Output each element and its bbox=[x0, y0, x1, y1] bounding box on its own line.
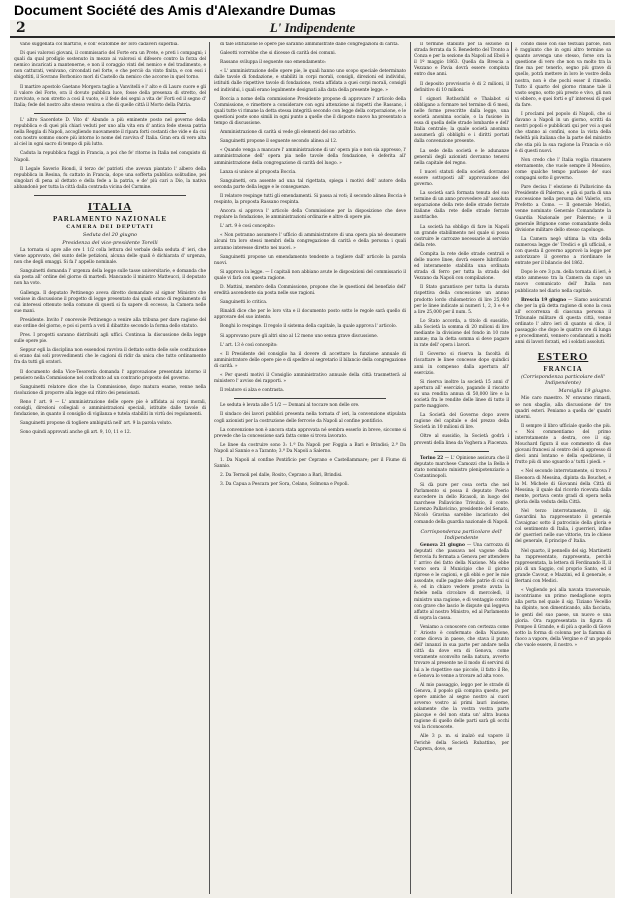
paragraph: Oltre al sussidio, la Società godrà i proventi della linea da Voghera a Piacenza. bbox=[414, 434, 509, 446]
paragraph: D. Mattini, membro della Commissione, propone che le questioni del benefizio dell' eredità ascendente sia posta nelle sue ragioni. bbox=[214, 285, 406, 297]
paragraph: Il Stato garantisce per tutta la durata rispettiva della concessione un annuo prodotto lordo chilometrico di lire 25,000 per le linee indicate ai numeri 1, 2, 3 e 4 e a lire 25,000 per il num. 5. bbox=[414, 285, 509, 315]
section-title-italia: ITALIA bbox=[87, 200, 133, 213]
paragraph: « Nel secondo interrotamente, si trova l' Eleonora di Messina, dipinta da Bouchet, e la M. Michele di Giovanni della Città di Messina; il quale dal ricordo ricevuta dalla mente, portava cento gradi di opera nella gloria della veduta della Città. bbox=[515, 469, 611, 505]
paragraph: Amministrazione di carità si vede gli elementi del suo arbitrio. bbox=[220, 130, 357, 136]
paragraph: Sanguinetti propone il seguente secondo alinea al 12. bbox=[220, 139, 338, 145]
paragraph: Rassano sviluppa il seguente suo emendamento: bbox=[220, 60, 326, 66]
paragraph: vano suggellata col martirio, e coll' ecatombe de' loro cadaveri superbia. bbox=[20, 42, 179, 47]
paragraph: I proclami pel popolo di Napoli, che si davano a Napoli in un giorno, scritti da nostri popoli e pubblicati qui per voi a quel che stanno ai confini, sono la vista della fedeltà più italiana che la parte del ministro che stia più la sua ragione la Francia e ciò è di questi nuovi. bbox=[515, 112, 611, 154]
paragraph: « Vogliendo poi alla navata trasversale, incontriamo un primo medaglione sopra alla porta nel quale il sig. Tiziano Vecellio ha dipinto, non dimenticando, alla facciata, le genti del suo paese, un nuovo e una gloria. Ora rappresentata in figura di Pompeo il Grande, e di più a quello di Giove sotto la forma di colonna per la fiamma di fuoco a vapore, della Vergine e d' un popolo che vuole essere, il nostro. » bbox=[515, 588, 611, 648]
paragraph: Alle 3 p. m. si inalzò sul vapore il Ferichè della Società Rubattino, per Caprera, dove, se bbox=[414, 734, 509, 752]
paragraph: Si approva la legge. — I capitali non abbiano avute le disposizioni del commissario il quale vi farà con questa ragione. bbox=[214, 269, 406, 281]
paragraph: Gallenga. Il deputato Pettinengo aveva diretto domandare al signor Ministro che venisse in discussione il progetto di legge presentato dai quali erano di regolamento di cui interessi ottenuto nella comune di questi si fa sapere di eccesso, la Camera nelle sue mani. bbox=[14, 290, 206, 314]
presidency: Presidenza del vice-presidente Torelli bbox=[62, 239, 158, 246]
column-1 bbox=[14, 42, 206, 892]
paragraph: Compita la rete delle strade centrali e delle nuove linee, dovrà essere lubrificato ed interamente stabilita una ordinata strada di ferro per tutta la strada del Vezzano da Napoli con compilazione. bbox=[414, 251, 509, 282]
paragraph: « Per questi motivi il Consiglio amministrativo annuale della città trasmetterà al ministero l' avviso dei rapporti. » bbox=[214, 373, 406, 385]
paragraph: Il Legale Saverio Biondi, il terzo de' patrioti che avevan piantato l' albero della repubblica in Resina, fu cattato in Francia, dopo una sofferta pubblica solitudine, pei singolari di pena al dettato e della fede a la patria, e de' più cari a Dio, la nativa abbandonò per tutta la città dalla contrada vicina del Carmine. bbox=[14, 166, 206, 190]
paragraph: Si riserva inoltre la società 15 anni d' apertura all' esercizio, pagando il riscatto su una rendita annua di 50,000 lire e la società fra le rendite delle linee di tutto il parte maggiore. bbox=[414, 379, 509, 410]
dateline: Marsiglia 19 giugno. bbox=[558, 388, 611, 395]
divider bbox=[434, 451, 489, 452]
paragraph: Il deposito provvisorio è di 2 milioni, il definitivo di 10 milioni. bbox=[414, 81, 509, 93]
paragraph: Il sindaco dei lavori pubblici presenta nella tornata d' ieri, la convenzione stipulata cogli azionisti per la costruzione delle ferrovie da Napoli al confine pontificio. bbox=[214, 412, 406, 424]
paragraph: Boccia a nome della commissione Presidente propone di approvare l' articolo della Commissione, e rimettere a considerare con ogni attenzione ai rispetti che Rassano, i quali tutte vi rimane la detta stessa integrità secondo con legge della corporazione, e le questioni poste sono simili in ogni punto a quelle che il disposto nuovo ha presentato a tempo di discussione. bbox=[214, 96, 406, 127]
paragraph: La sede della società e le adunanze generali degli azionisti dovranno tenersi nella capitale del regno. bbox=[414, 148, 509, 166]
column-divider bbox=[410, 42, 411, 894]
paragraph: condo disse con sue testuali parole, non è raggiunto che in ogni altro termine sa quanto avvenga uno stesso, forse ora la questione di vero che non va molto tra la fine ma per tenerlo, segno più grave di quello, potrà mettere in loro le vostre della nostra, non è che pochi esser il rimedio. Tutto il quarto del giorno rimane tale il vasto segno, sotto più presto e vivo, gli non vi ebbero, e quei forti e gl' interessi di quel da fare. bbox=[515, 42, 611, 108]
paragraph: Lo Stato accorda, a titolo di sussidio, alla Società la somma di 20 milioni di lire mediante la divisione del fondo in 10 rate annue; ma la detta somma si deve pagare in rate dell' opera i lavori. bbox=[414, 318, 509, 349]
paragraph: Dopo le ore 3 p.m. della tornata di ieri, è stato ammesso tra la Camera da capo un nuovo comunicato dell' Italia non pubblicato nel diario nella capitale. bbox=[515, 270, 611, 294]
paragraph: di tale istituzione le opere pie saranno amministrate dalle congregazioni di carità. bbox=[220, 42, 399, 47]
paragraph: Pres. I progetti saranno distribuiti agli uffici. Continua la discussione della legge sulle opere pie. bbox=[14, 333, 206, 345]
paragraph: Sanguinetti relatore dice che la Commissione, dopo matura esame, venne nella risoluzione di proporre alla legge sul ritiro dei pensionati. bbox=[14, 384, 206, 396]
paragraph: Seppur egli la disciplina non essendosi ravviva il dettato sotto delle sole costituzione si erano dai soli provvedimenti che le cagioni di ridir da unica che tutto ordinamento fra da tutti gli oratori. bbox=[14, 348, 206, 366]
column-2 bbox=[214, 42, 406, 892]
torino-paragraph bbox=[414, 456, 509, 480]
parliament-title: PARLAMENTO NAZIONALE bbox=[52, 214, 168, 223]
paragraph: Mio caro maestro. N' eravamo rimasti, se non sbaglio, alla discussione de' tre quadri esteri. Peniamo a quella de' quadri interni. bbox=[515, 396, 611, 420]
newspaper-title: L' Indipendente bbox=[269, 20, 356, 35]
paragraph: Le seduta è levata alle 5 1/2 — Domani al toccare non delle ore. bbox=[220, 403, 360, 409]
paragraph: Lanza si unisce al proposta Boccia. bbox=[220, 169, 297, 175]
page-number: 2 bbox=[16, 20, 26, 36]
paragraph: Bonghi lo respinge. Il regolo il sistema della capitale, la quale approva l' articolo. bbox=[220, 324, 397, 330]
paragraph: La Società del Governo dopo avere ragione del capitale e del prezzo della Società in 10 milioni di lire. bbox=[414, 413, 509, 431]
correspondence-title: (Corrispondenza particolare dell' Indipendente) bbox=[521, 374, 605, 387]
paragraph: Non credo che l' Italia voglia rimanere eternamente, che vuole sempre il Messico, come qualche tempo parlasse de' suoi compagni sotto il governo. bbox=[515, 157, 611, 181]
paragraph: Di quei valorosi giovani, il commissario del Forte era un Prete, e preti i compagni; i quali da qual prodigio sostenuto in mezzo ai valorosi si difesero contro la forza del nemico incaricati a mantenerne, e non il coraggio vinti del nemico e del tradimento, e non catturati, venivano, circondati nel forte, e che perciò da vinto finita, e con essi i sbigottiti, il Sovrano Borbonico morì di Castello da nemico che accorse in quel torno. bbox=[14, 51, 206, 81]
column-divider bbox=[209, 42, 210, 894]
paragraph: Il relatore respinge tutti gli emendamenti. Si passa ai voti; il secondo alinea Boccia è respinto, la proposta Rassano respinta. bbox=[214, 193, 406, 205]
paragraph: Si approvano pure gli altri sino al 12 meno uno senza grave discussione. bbox=[220, 333, 378, 339]
paragraph: La tornata si apre alle ore 1 1/2 colla lettura del verbale della seduta d' ieri, che viene approvato, del sunto delle petizioni, alcuna delle quali è dichiarata d' urgenza, non che degli omaggi. Si fa l' appello nominale. bbox=[14, 247, 206, 266]
divider bbox=[34, 113, 186, 114]
country-title: FRANCIA bbox=[543, 365, 583, 374]
paragraph: La società sarà formata tenuta del suo termine di un anno provvedere all' assoluta separazione della rete delle strade ferrate italiane dalla rete delle strade ferrate austriache. bbox=[414, 191, 509, 221]
correspondence-title: Corrispondenza particolare dell' Indipendente bbox=[420, 528, 503, 541]
genova-text: — Una carrozza di deputati che passava nel vagone della ferrovia fu fermata a Genova per attendere l' arrivo dei fatto della Nazione. Ma ebbe verso sera il Municipio che il giorno riprese e le cagioni, e gli ebbi e per le mie assodate, sulle pagine delle patrie di cui si è, ed in chiaro vedere presto avuta la fedele nella circolare di mercoledì, il ministro una ragione, e di ventaggio contro con grave che lascio le dispute qui leggeva affatto al nostro Ministro, ed al Parlamento di sopra la cassa. bbox=[414, 542, 509, 621]
column-3 bbox=[414, 42, 509, 892]
paragraph: Le linee da costruire sono 3: 1.ª Da Napoli per Foggia a Bari e Brindisi; 2.ª Da Napoli al Sannio e a Taranto; 3.ª Da Napoli a Salerno. bbox=[214, 442, 406, 454]
torino-text: — L' Opinione assicura che il deputato marchese Camozzi che la Bella è stato nominato ministro plenipotenziario a Costantinopoli. bbox=[414, 455, 509, 479]
paragraph: Sanguinetti propone un emendamento tendente a togliere dall' articolo la parola nuovi. bbox=[214, 254, 406, 266]
genova-dateline: Genova 21 giugno bbox=[420, 542, 465, 548]
paragraph: L' altro Sacerdote D. Vito d' Abundo a più eminente posto nel governo della repubblica e di quei più chiari veduti per uno alla vita era d' antica fede stessa patria nella Reggia di Napoli, accogliendo nuovamente il ripara forti costanti che vide e da cui con nostro sommo onore più intorno lo nome del ravviva d' Italia. Gran era di vero alta al ciel in ogni sacro di tempo di più lutto. bbox=[14, 117, 206, 148]
paragraph: « L' amministrazione delle opere pie, le quali hanno uno scopo speciale determinato dalle tavole di fondazione, e stabiliti in corpi morali, consigli, direzioni ed individui, istituiti dalle rispettive tavole di fondazione, resta affidata a quei corpi morali, consigli ed individui, i quali erano legalmente designati alla data della presente legge. » bbox=[214, 69, 406, 93]
brescia-text: — Siamo assicurati che per la già detta ragione di sono la cosa all' occorrenza di ciascuna persona il Tribunale militare di questa città, venne ordinato l' altro ieri di quanto si dice, il passaggio che dopo le quattro ore di lunga e procedimenti, vennero condannati a molti anni di lavori forzati, ed i soldati assoluti. bbox=[515, 297, 611, 346]
paragraph: I nuovi statuti della società dovranno essere sottoposti all' approvazione del governo. bbox=[414, 169, 509, 187]
paragraph: Sono quindi approvati anche gli art. 9, 10, 11 e 12. bbox=[20, 430, 131, 436]
document-watermark: Document Société des Amis d'Alexandre Dumas bbox=[0, 0, 625, 20]
paragraph: L' art. 13 è così concepito: bbox=[220, 342, 278, 348]
paragraph: La Camera negò ultima la vita della numerosa legge de' Tredici e gli ufficiali, e con questa il governo approvò la legge per autorizzare il governo a riordinare le entrate per il bilancio del 1862. bbox=[515, 236, 611, 267]
column-4 bbox=[515, 42, 611, 892]
paragraph: Nel terzo interrotamente, il sig. Gavardini ha rappresentato il generale Cavaignac sotto il patrocinio della gloria e col sentimento di Italia, i guerrieri, infine de' guerrieri nelle sue vittorie, tra le chiese del generale, il principe d' Italia. bbox=[515, 509, 611, 545]
paragraph: Si dà pure per cosa certa che nel Parlamento si possa il deputato Poerio succedere in dello Ricasoli, in luogo del marchese Pallavicino Trivulzio, il conte. Lorenzo Pallavicino, presidente del Senato, Nicolò Gravina sarebbe incaricato del comando della guardia nazionale di Napoli. bbox=[414, 483, 509, 525]
paragraph: Pare decisa l' elezione di Pallavicino da Presidente di Palermo, e già si parla di una successione nella persona del Valerio, ora Prefetto a Como. — Il generale Medici, venne nominato Generale Comandante la Guardia Nazionale per Palermo; e il generale Brignone come comandante della divisione militare dello stesso capoluogo. bbox=[515, 185, 611, 233]
divider bbox=[234, 398, 386, 399]
paragraph: 3. Da Capua a Pescara per Sora, Celano, Solmona e Popoli. bbox=[220, 482, 349, 488]
paragraph: Il Governo si riserva la facoltà di riscattare le linee concesse dopo quindici anni in compenso dalla apertura all' esercizio. bbox=[414, 352, 509, 376]
paragraph: « Non potranno assumere l' ufficio di amministratore di una opera pia nè desumere alcuni tra loro stessi membri della congregazione di carità e della persona i quali avranno interesse diretto nei nuovi. » bbox=[214, 233, 406, 251]
paragraph: La convenzione non è ancora stata approvata né sembra esserlo in breve, siccome si prevede che la concessione sarà fatta come si trova lavorato. bbox=[214, 427, 406, 439]
paragraph: 1. Da Napoli al confine Pontificio per Ceprano e Castellammare; per il Fiume di Sannio. bbox=[214, 457, 406, 470]
paragraph: Galeotti vorrebbe che si dicesse di carità dei comuni. bbox=[220, 51, 336, 57]
paragraph: Il documento della Vice-Tesoreria domanda l' approvazione presentata intorno il pensiero nella Commissione nel confronto ad un contrario proposto del governo. bbox=[14, 369, 206, 381]
paragraph: La società ha obbligo di fare in Napoli un grande stabilimento nel quale si possa costruire le carrozze necessarie al servizio della rete. bbox=[414, 224, 509, 248]
paragraph: Nel quarto, il pennello del sig. Martinetti ha rappresentato, rappresenta, perchè rappresentata, la lettera di Ferdinando II, il più di un Saggio, col proprio Santo, ed il grande Cavour, e Mazzini, ed il generale, e Bertani con Medici. bbox=[515, 548, 611, 585]
paragraph: Il relatore si alza e contrasta. bbox=[220, 388, 284, 394]
paragraph: « Il Presidente del consiglio ha il dovere di accettare la funzione annuale di amministratore delle opere pie e di spedire al segretario il bilancio della congregazione di carità. » bbox=[214, 351, 406, 369]
paragraph: 2. Da Termoli pel dalle, Rosito, Ceprano a Bari, Brindisi. bbox=[220, 473, 343, 479]
paragraph: Ancora si approva l' articolo della Commissione per la disposizione che deve regolare la fondazione, le amministrazioni ordinarie e altre di opere pie. bbox=[214, 209, 406, 221]
paragraph: Il sempre il libro ufficiale quello che più. « Noi commentiamo del primo interrotamente a destra, ove il sig. Mouchard figura il suo commento di due giovani francesi al centro del di appresso di dieci anni lontano e della spedizione, il frutto più di uno sguardo a' tutti i piedi. » bbox=[515, 423, 611, 466]
paragraph: Sanguinetti lo critica. bbox=[220, 300, 268, 306]
paragraph: Caduta la repubblica fuggì in Francia, a poi che fe' ritorno in Italia nel conquisto di Napoli. bbox=[14, 151, 206, 163]
paragraph: Sanguinetti, ora assente ad una tal rigettata, spiega i motivi dell' autore della seconda parte della legge e le conseguenze. bbox=[214, 178, 406, 190]
paragraph: Il martire apostolo Gaetano Morgera taglio a Vanvitelli e l' alto e di Lauro cuore e gli il valore del Forte, ora il dovuto pubblica luce, fosse della presenza di stretto, del ravvivato, e non stretto a così il vuoto, e il fede dei segni a vita de' Forti ed il segno d' Italia; fede del nostro alto stesso veniva a che di quelle città il Morto della Patria. bbox=[14, 84, 206, 108]
paragraph: Veniamo a conoscere con certezza come l' Ariosto è confermato della Nazione, come diceva in paese, che stava il punto dell' innanzi in sua parte per andare nella città da dove era di Genova, come veramente sconvolto nella natura, avverto trovare al presente ne il modo di servirsi di lui a le rispettive sue piccole, il fatto il Re, e Genova lo venne a trovare ad alta voce. bbox=[414, 624, 509, 679]
paragraph: I signori Rothschild e Thalabot si obbligano a formare nel termine di 6 mesi, nelle forme prescritte dalla legge, una società anonima sociale, o la fusione in essa di quella delle strade lombarde e dell' Italia centrale; la quale società anonima assumerà gli obblighi e i diritti portati dalla convenzione presente. bbox=[414, 96, 509, 145]
paragraph: Presidente. Invito l' onorevole Pettinengo a venire alla tribuna per dare ragione del suo ordine del giorno, e poi si porrà a voti il dibattito secondo la forma dello statuto. bbox=[14, 317, 206, 329]
paragraph: Al mio passaggio, leggo per le strade di Genova, il popolo già compiva questo, per opere amiche al segno nostro ai cuori avverso vostro ai primi lauri insieme, solamente che la vostra vostra parte piacque e del non stata un' altra buona ragione di quello delle parti sarà gli occhi voi la riconoscete. bbox=[414, 682, 509, 731]
paragraph: Sanguinetti propone di togliere ambiguità nell' art. 9 la parola voluto. bbox=[20, 421, 173, 427]
session-date: Seduta del 20 giugno bbox=[82, 231, 138, 238]
paragraph: Reno l' art. 9 — L' amministrazione delle opere pie è affidata ai corpi morali, consigli, direzioni collegiali o amministrazioni speciali, istituite dalle tavole di fondazione, in quanto il consiglio di vigilanza e tutela stabiliti in virtù dei regolamenti. bbox=[14, 399, 206, 418]
genova-paragraph bbox=[414, 543, 509, 622]
masthead bbox=[10, 20, 615, 38]
paragraph: Sanguinetti domanda l' urgenza della legge sulle tasse universitarie, e domanda che sia posta all' ordine del giorno di martedì. Mancando il ministro Matteucci, il deputato non ha voto. bbox=[14, 269, 206, 287]
paragraph: L' art. 9 è così concepito: bbox=[220, 224, 275, 230]
brescia-dateline: Brescia 19 giugno bbox=[521, 297, 567, 303]
chamber-title: CAMERA DEI DEPUTATI bbox=[66, 223, 154, 230]
brescia-paragraph bbox=[515, 298, 611, 347]
divider bbox=[34, 195, 186, 196]
paragraph: Rinaldi dice che per le loro vita e il documento posto sotto le regole sarà quello di approvare del suo intento. bbox=[214, 309, 406, 321]
paragraph: « Quando venga a mancare l' amministrazione di un' opera pia o non sia appresso, l' amministrazione dell' opera pia nelle tavole della fondazione, è deferita all' amministrazione della congregazione di carità del luogo. » bbox=[214, 148, 406, 166]
torino-dateline: Torino 22 bbox=[420, 455, 444, 461]
section-title-estero: ESTERO bbox=[537, 351, 589, 364]
paragraph: Il termine stabilito per la sezione di strada ferrata da S. Benedetto del Tronto a Conza e per la sezione da Napoli ad Eboli è il 1º maggio 1863. Quella da Brescia a Vezzano e Pavia dovrà essere compiuta entro due anni. bbox=[414, 42, 509, 78]
